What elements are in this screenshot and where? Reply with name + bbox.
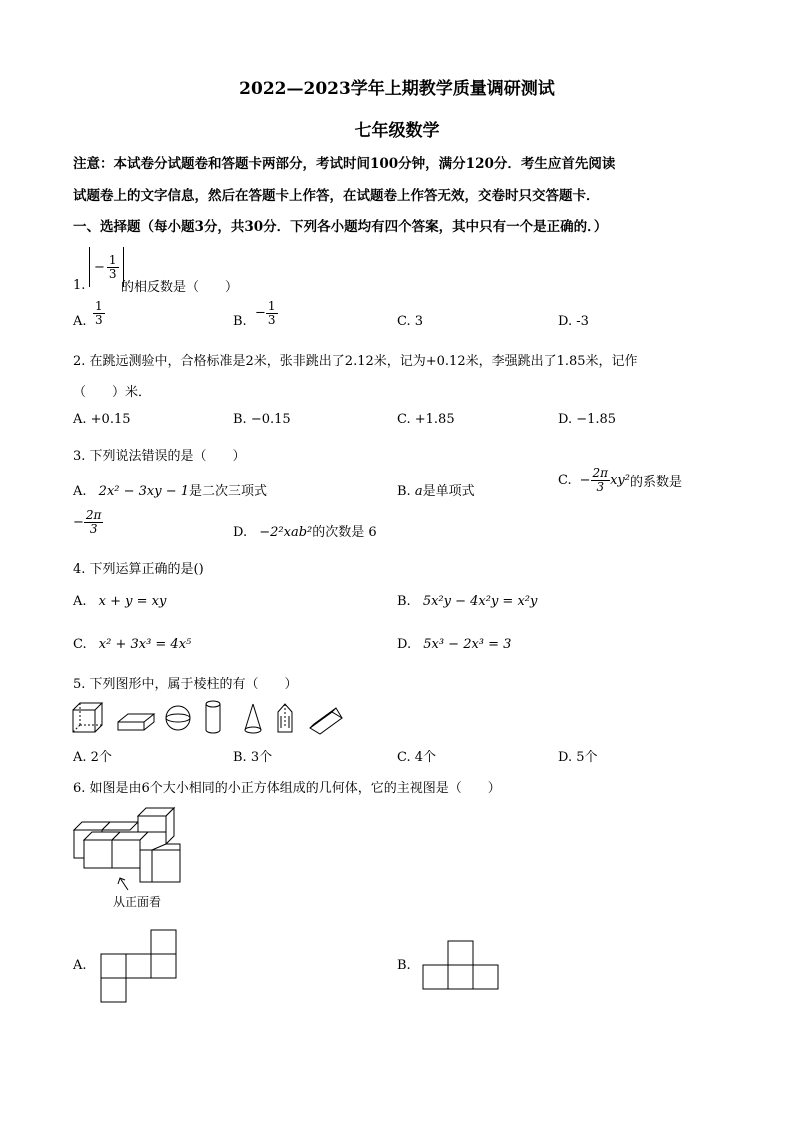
q3-c-den: 3 [596, 479, 605, 494]
q3-b-var: a [414, 484, 423, 499]
q3-b-text: 是单项式 [422, 484, 475, 499]
house-prism-shape [278, 704, 292, 732]
q3-c2-den: 3 [89, 521, 98, 536]
q5-option-a: A. 2个 [73, 750, 112, 765]
q6-option-a-label: A. [73, 958, 87, 973]
q3-c-var: xy² [610, 472, 630, 488]
q1-frac-den: 3 [108, 266, 117, 281]
q4-d-label: D. [397, 637, 412, 652]
q5-option-c: C. 4个 [397, 750, 437, 765]
q1-option-c: C. 3 [397, 314, 424, 329]
q3-c-text: 的系数是 [629, 474, 682, 490]
cylinder-shape [206, 701, 220, 733]
cuboid-shape [118, 714, 154, 730]
q3-a-expr: 2x² − 3xy − 1 [98, 484, 190, 499]
q1-option-b-label: B. [233, 314, 247, 329]
q3-a-label: A. [73, 484, 87, 499]
q6-solid-figure [70, 806, 200, 896]
sphere-shape [166, 706, 190, 730]
notice-line-1: 注意：本试卷分试题卷和答题卡两部分，考试时间100分钟，满分120分．考生应首先阅读 [73, 156, 616, 172]
cone-shape [245, 704, 261, 733]
q4-a-expr: x + y = xy [98, 594, 167, 609]
q4-b-label: B. [397, 594, 411, 609]
q4-a-label: A. [73, 594, 87, 609]
q3-c-num: 2π [592, 466, 609, 480]
q2-option-c: C. +1.85 [397, 412, 455, 427]
q6-option-a-figure [100, 929, 180, 1005]
q3-option-c-answer: − $\frac{2\pi}{3}$ [73, 508, 102, 536]
q1-a-num: 1 [95, 299, 103, 313]
q4-option-d [397, 637, 511, 652]
q6-option-b-figure [422, 940, 502, 992]
q4-stem: 4. 下列运算正确的是() [73, 562, 204, 577]
q1-option-a [93, 300, 105, 326]
q1-a-den: 3 [95, 312, 103, 327]
q1-b-num: 1 [267, 299, 276, 313]
q2-stem-line-1: 2. 在跳远测验中，合格标准是2米，张非跳出了2.12米，记为+0.12米，李强跳出了1.85米，记作 [73, 354, 638, 369]
section-heading: 一、选择题（每小题3分，共30分．下列各小题均有四个答案，其中只有一个是正确的．） [73, 219, 608, 235]
q1-number: 1. [73, 278, 86, 293]
q4-option-c [73, 637, 191, 652]
q3-b-label: B. [397, 484, 411, 499]
q1-stem: 的相反数是（ ） [121, 280, 239, 295]
q3-option-d [233, 521, 377, 540]
q5-option-d: D. 5个 [558, 750, 598, 765]
q3-a-text: 是二次三项式 [189, 484, 268, 499]
q4-d-expr: 5x³ − 2x³ = 3 [423, 637, 512, 652]
page-subtitle: 七年级数学 [354, 121, 440, 141]
q3-c-label: C. [558, 472, 572, 488]
q4-option-b [397, 594, 537, 609]
q4-b-expr: 5x²y − 4x²y = x²y [422, 594, 538, 609]
q1-option-a-label: A. [73, 314, 87, 329]
q6-stem: 6. 如图是由6个大小相同的小正方体组成的几何体，它的主视图是（ ） [73, 781, 501, 796]
q4-c-expr: x² + 3x³ = 4x⁵ [98, 637, 192, 652]
notice-line-2: 试题卷上的文字信息，然后在答题卡上作答，在试题卷上作答无效，交卷时只交答题卡． [73, 188, 600, 204]
q3-option-b [397, 480, 475, 499]
q6-caption: 从正面看 [113, 895, 162, 909]
q4-c-label: C. [73, 637, 87, 652]
q5-stem: 5. 下列图形中，属于棱柱的有（ ） [73, 677, 298, 692]
q5-shapes-figure [70, 698, 350, 738]
triangular-prism-shape [310, 708, 342, 734]
q2-option-a: A. +0.15 [73, 412, 131, 427]
q2-option-b: B. −0.15 [233, 412, 291, 427]
page-title: 2022—2023学年上期教学质量调研测试 [239, 79, 555, 99]
q1-option-b: − $\frac{1}{3}$ [255, 299, 276, 327]
q1-option-d: D. -3 [558, 314, 589, 329]
cube-shape [73, 703, 102, 732]
q3-c2-num: 2π [85, 508, 102, 522]
q3-stem: 3. 下列说法错误的是（ ） [73, 449, 246, 464]
q3-option-a [73, 480, 267, 499]
q3-option-c: C. − $\frac{2\pi}{3}$ xy² 的系数是 [558, 466, 682, 494]
q2-stem-line-2: （ ）米． [73, 385, 152, 400]
q3-d-label: D. [233, 525, 248, 540]
q1-frac-num: 1 [108, 252, 117, 267]
q2-option-d: D. −1.85 [558, 412, 617, 427]
q4-option-a [73, 594, 166, 609]
q3-d-text: 的次数是 6 [312, 525, 377, 540]
q6-option-b-label: B. [397, 958, 411, 973]
q1-b-den: 3 [267, 312, 276, 327]
q1-absolute-value: − $\frac{1}{3}$ [89, 247, 124, 287]
q3-d-expr: −2²xab² [259, 525, 313, 540]
q5-option-b: B. 3个 [233, 750, 273, 765]
